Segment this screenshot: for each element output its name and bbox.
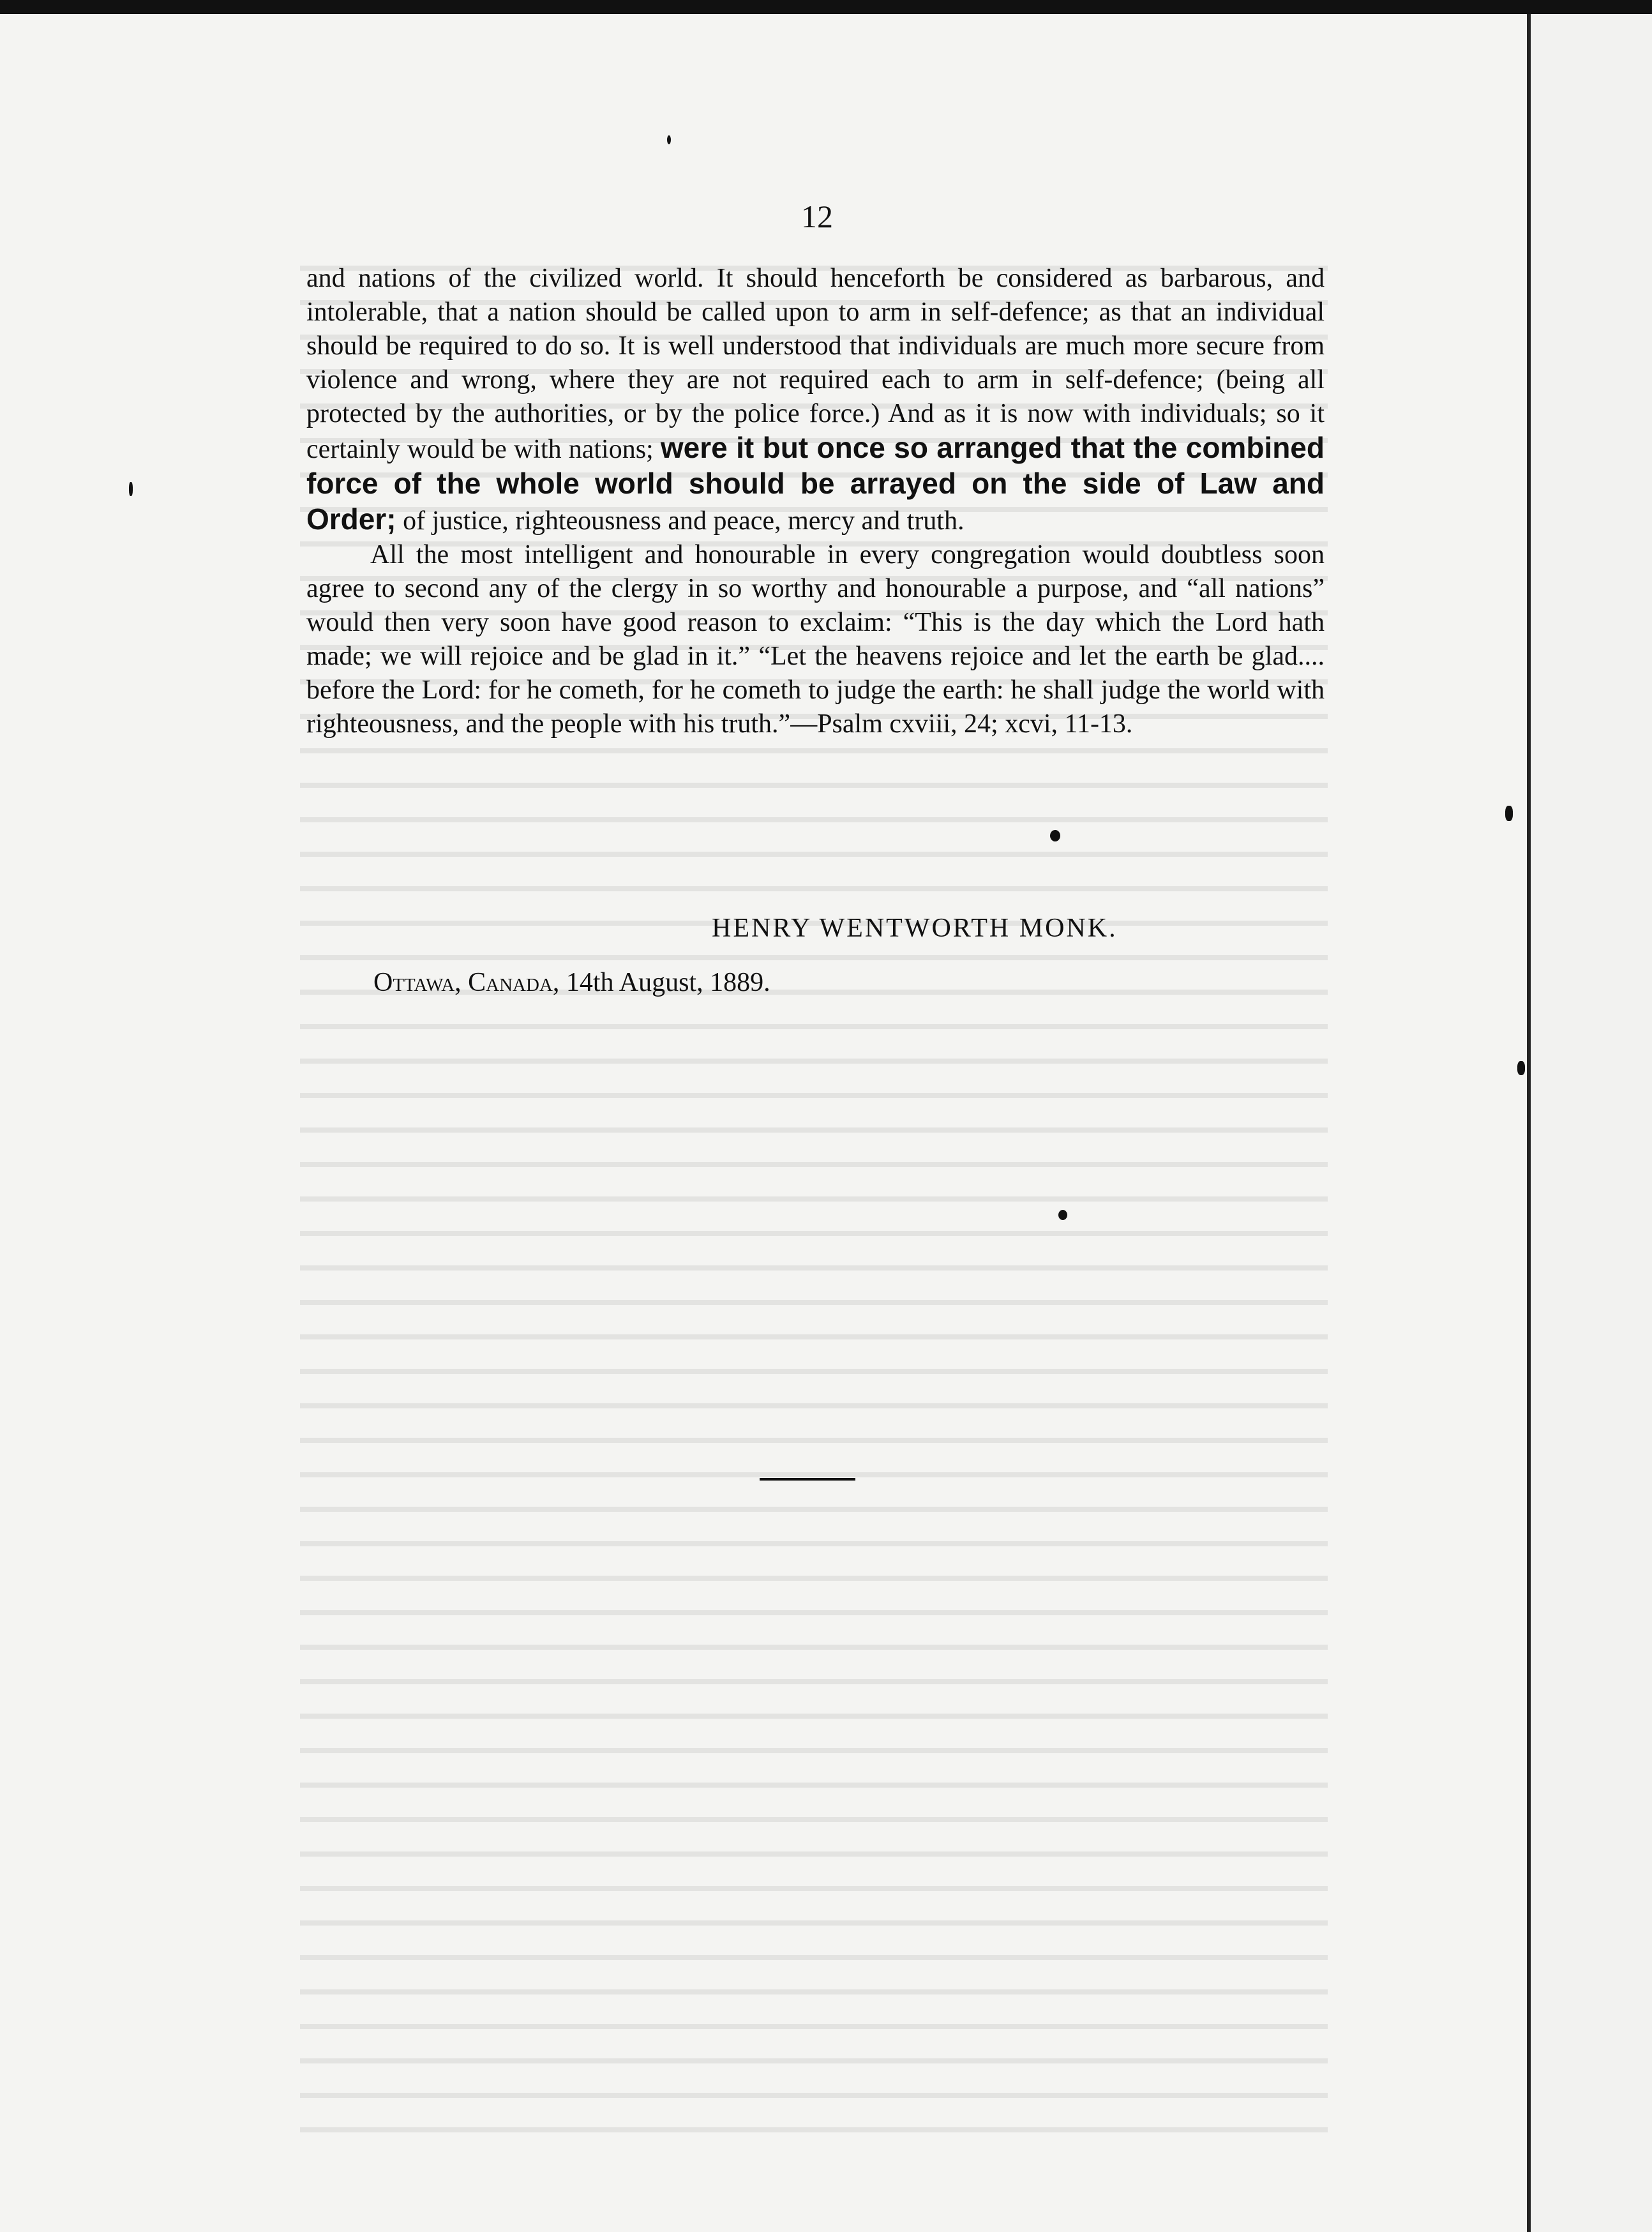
emphasized-passage: were it but once so arranged that the combined force of the whole world should be arrayed on the side of Law and Order; [306,431,1325,536]
ink-speck [1505,806,1513,821]
adjacent-page-strip [1531,14,1652,2232]
paragraph-one [306,262,1325,538]
ink-speck [1058,1210,1067,1220]
paragraph-one-end: of justice, righteousness and peace, mercy and truth. [396,506,965,536]
dateline-place: Ottawa, Canada, [373,968,560,997]
ink-speck [1517,1061,1525,1075]
signature: HENRY WENTWORTH MONK. [712,914,1118,943]
page-number: 12 [801,199,833,234]
ink-speck [667,135,671,144]
paragraph-two: All the most intelligent and honourable in every congregation would doubtless soon agree to second any of the clergy in so worthy and honourable a purpose, and “all nations” would then very soon have good reason to exclaim: “This is the day which the Lord hath made; we will rejoice and be glad in it.” “Let the heavens rejoice and let the earth be glad.... before the Lord: for he cometh, for he cometh to judge the earth: he shall judge the world with righteousness, and the people with his truth.”—Psalm cxviii, 24; xcvi, 11-13. [306,540,1325,739]
body-text [306,262,1325,741]
closing-rule [760,1478,855,1481]
dateline-date: 14th August, 1889. [559,968,770,997]
ink-speck [129,482,133,496]
ink-speck [1050,830,1060,841]
paragraph-one-text: and nations of the civilized world. It should henceforth be considered as barbarous, and intolerable, that a nation should be called upon to arm in self-defence; as that an individual should be required to do so. It is well understood that individuals are much more secure from violence and wrong, where they are not required each to arm in self-defence; (being all protected by the authorities, or by the police force.) And as it is now with individuals; so it certainly would be with nations; [306,264,1325,464]
dateline [373,967,770,998]
